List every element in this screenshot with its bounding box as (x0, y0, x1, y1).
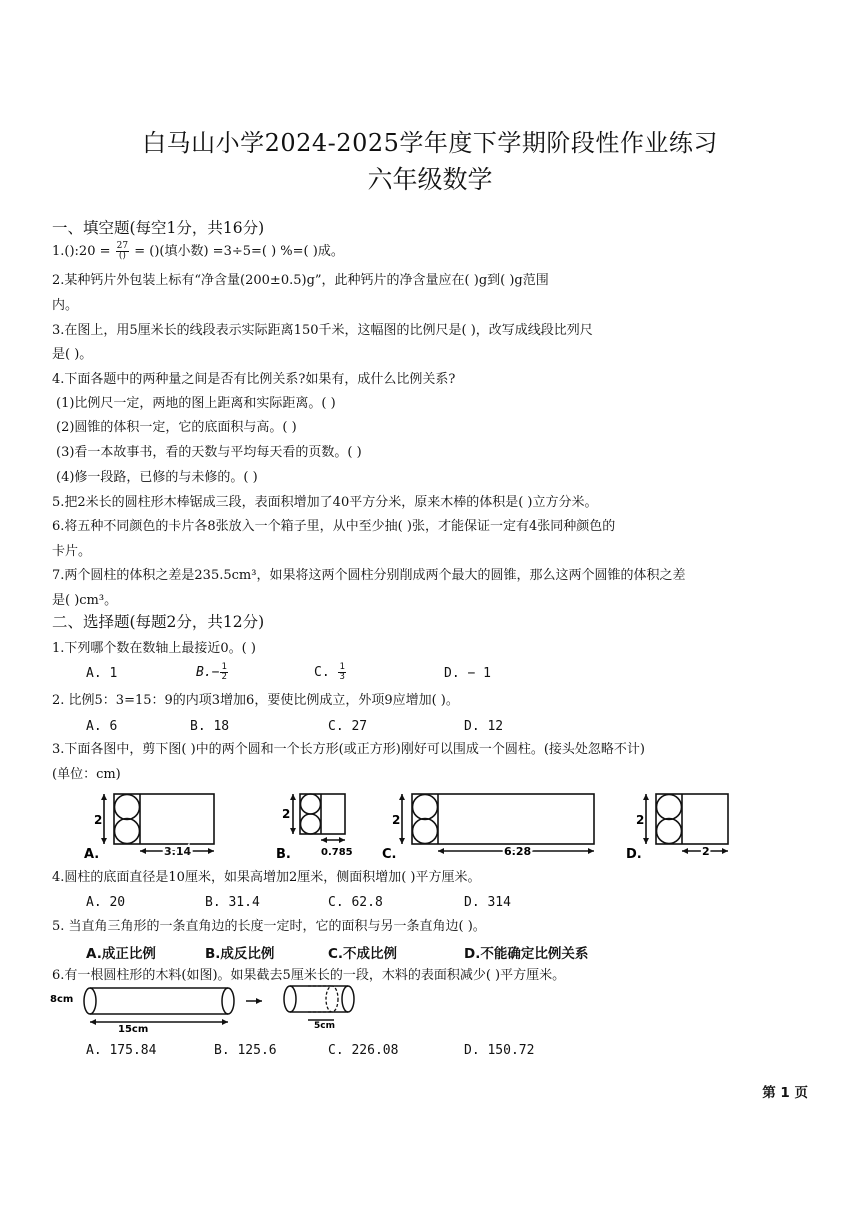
s2-q3-a-label: A. (84, 847, 100, 862)
s2-q1-option-d: D. − 1 (444, 666, 491, 681)
s1-q7-line1: 7.两个圆柱的体积之差是235.5cm³，如果将这两个圆柱分别削成两个最大的圆锥，那么这两个圆锥的体积之差 (52, 568, 686, 583)
s2-q3-figure-a (84, 788, 224, 860)
s2-q5-option-a: A.成正比例 (86, 946, 156, 962)
s2-q3-c-height: 2 (392, 813, 401, 827)
s1-q3-line2: 是( )。 (52, 347, 93, 362)
s2-q3-d-width: 2 (702, 845, 710, 858)
s1-q4-item2: (2)圆锥的体积一定，它的底面积与高。( ) (56, 420, 297, 435)
exam-title: 白马山小学2024-2025学年度下学期阶段性作业练习 (142, 129, 718, 157)
s1-q1-frac-num: 27 (116, 241, 129, 251)
s2-q4-option-c: C. 62.8 (328, 895, 383, 910)
s2-q1-c-num: 1 (339, 662, 345, 672)
s1-q6-line2: 卡片。 (52, 544, 92, 559)
s2-q3-c-width: 6.28 (504, 845, 532, 858)
s2-q1-c-fraction (338, 663, 345, 682)
s1-q1-fraction (116, 242, 129, 261)
s2-q5-option-c: C.不成比例 (328, 946, 398, 962)
s2-q1-b-fraction (220, 663, 227, 682)
section1-heading: 一、填空题(每空1分，共16分) (52, 219, 265, 237)
s2-q3-figure-b (276, 788, 376, 860)
s2-q3-b-label: B. (276, 847, 291, 862)
s1-q2-line2: 内。 (52, 298, 79, 313)
s2-q4-option-b: B. 31.4 (205, 895, 260, 910)
exam-subtitle: 六年级数学 (367, 165, 493, 194)
page-number: 第 1 页 (762, 1085, 808, 1101)
s2-q6-option-b: B. 125.6 (214, 1043, 277, 1058)
s2-q4-stem: 4.圆柱的底面直径是10厘米，如果高增加2厘米，侧面积增加( )平方厘米。 (52, 870, 481, 885)
section2-heading: 二、选择题(每题2分，共12分) (52, 613, 265, 631)
s1-q4-item3: (3)看一本故事书，看的天数与平均每天看的页数。( ) (56, 445, 362, 460)
s2-q1-b-num: 1 (221, 662, 227, 672)
s2-q2-option-c: C. 27 (328, 719, 368, 734)
s2-q3-a-width: 3.14 (164, 845, 192, 858)
s1-q1-part-b: = ()(填小数) =3÷5=( ) %=( )成。 (134, 244, 344, 259)
s2-q2-stem: 2. 比例5：3=15：9的内项3增加6，要使比例成立，外项9应增加( )。 (52, 693, 459, 708)
s1-q4-item4: (4)修一段路，已修的与未修的。( ) (56, 470, 258, 485)
s2-q3-b-height: 2 (282, 807, 291, 821)
s1-q4-title: 4.下面各题中的两种量之间是否有比例关系?如果有，成什么比例关系? (52, 372, 456, 387)
s2-q1-b-den: 2 (221, 672, 227, 682)
s2-q5-option-b: B.成反比例 (205, 946, 275, 962)
s2-q2-option-b: B. 18 (190, 719, 230, 734)
s2-q5-stem: 5. 当直角三角形的一条直角边的长度一定时，它的面积与另一条直角边( )。 (52, 919, 486, 934)
s1-question-1 (52, 242, 344, 261)
s2-q3-figure-d (626, 788, 736, 860)
s2-q1-option-a: A. 1 (86, 666, 118, 681)
s2-q3-b-width: 0.785 (321, 847, 353, 858)
s2-q3-c-label: C. (382, 847, 397, 862)
s1-q3-line1: 3.在图上，用5厘米长的线段表示实际距离150千米，这幅图的比例尺是( )，改写成线段比列尺 (52, 323, 593, 338)
s2-q6-diameter-label: 8cm (50, 994, 74, 1005)
s2-q3-d-height: 2 (636, 813, 645, 827)
s2-q3-stem-line1: 3.下面各图中，剪下图( )中的两个圆和一个长方形(或正方形)刚好可以围成一个圆柱。(接头处忽略不计) (52, 742, 645, 757)
s2-q1-b-prefix: B.− (196, 665, 220, 680)
s2-q2-option-a: A. 6 (86, 719, 118, 734)
s2-q1-option-b (196, 663, 229, 682)
s2-q3-figure-c (382, 788, 602, 860)
s1-q2-line1: 2.某种钙片外包装上标有“净含量(200±0.5)g”，此种钙片的净含量应在( )g到( )g范围 (52, 273, 549, 288)
s2-q3-a-height: 2 (94, 813, 103, 827)
s1-q1-part-a: 1.():20 = (52, 244, 111, 259)
s2-q3-d-label: D. (626, 847, 642, 862)
s2-q6-cut-label: 5cm (314, 1021, 335, 1031)
s1-question-5: 5.把2米长的圆柱形木棒锯成三段，表面积增加了40平方分米，原来木棒的体积是( )立方分米。 (52, 495, 598, 510)
s2-q6-option-d: D. 150.72 (464, 1043, 535, 1058)
s2-q5-option-d: D.不能确定比例关系 (464, 946, 589, 962)
s1-q7-line2: 是( )cm³。 (52, 593, 118, 608)
s2-q6-stem: 6.有一根圆柱形的木料(如图)。如果截去5厘米长的一段，木料的表面积减少( )平方厘米。 (52, 968, 566, 983)
s2-q6-option-a: A. 175.84 (86, 1043, 157, 1058)
s1-q4-item1: (1)比例尺一定，两地的图上距离和实际距离。( ) (56, 396, 336, 411)
s2-q6-option-c: C. 226.08 (328, 1043, 399, 1058)
s2-q1-stem: 1.下列哪个数在数轴上最接近0。( ) (52, 641, 256, 656)
s2-q6-cut-piece (302, 984, 352, 1024)
s1-q1-frac-den: () (118, 251, 126, 261)
s2-q6-length-label: 15cm (118, 1024, 149, 1035)
s2-q2-option-d: D. 12 (464, 719, 504, 734)
s2-q3-stem-line2: (单位：cm) (52, 767, 121, 782)
s2-q4-option-d: D. 314 (464, 895, 511, 910)
s2-q1-c-den: 3 (339, 672, 345, 682)
s2-q4-option-a: A. 20 (86, 895, 126, 910)
s1-q6-line1: 6.将五种不同颜色的卡片各8张放入一个箱子里，从中至少抽( )张，才能保证一定有4张同种颜色的 (52, 519, 616, 534)
s2-q1-option-c (314, 663, 347, 682)
s2-q1-c-prefix: C. (314, 665, 330, 680)
